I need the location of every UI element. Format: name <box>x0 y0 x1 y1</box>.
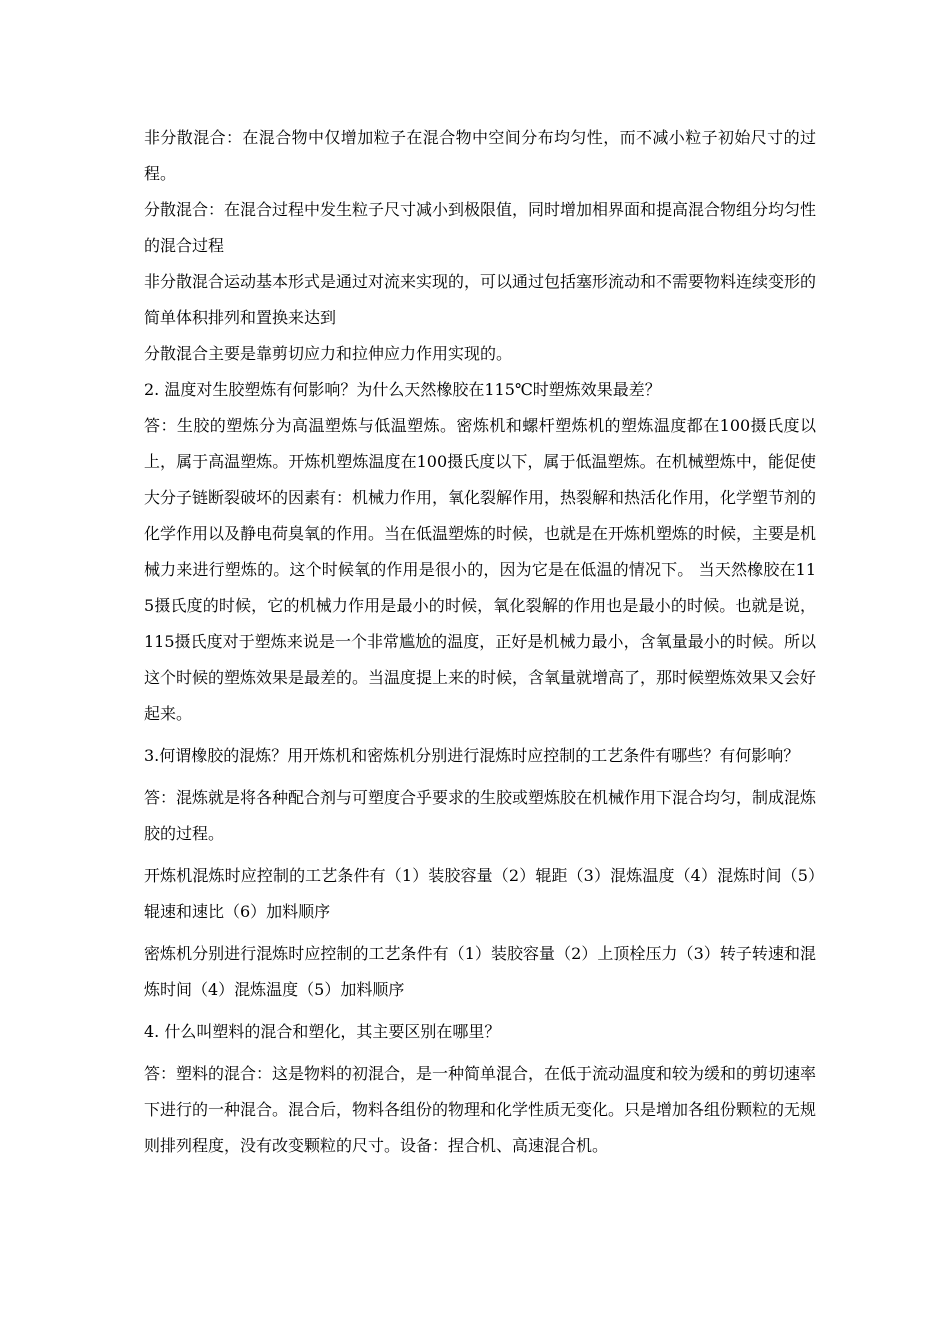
answer-2: 答：生胶的塑炼分为高温塑炼与低温塑炼。密炼机和螺杆塑炼机的塑炼温度都在100摄氏度以上，属于高温塑炼。开炼机塑炼温度在100摄氏度以下，属于低温塑炼。在机械塑炼中，能促使大分子链断裂破坏的因素有：机械力作用，氧化裂解作用，热裂解和热活化作用，化学塑节剂的化学作用以及静电荷臭氧的作用。当在低温塑炼的时候，也就是在开炼机塑炼的时候，主要是机械力来进行塑炼的。这个时候氧的作用是很小的，因为它是在低温的情况下。 当天然橡胶在115摄氏度的时候，它的机械力作用是最小的时候，氧化裂解的作用也是最小的时候。也就是说，115摄氏度对于塑炼来说是一个非常尴尬的温度，正好是机械力最小，含氧量最小的时候。所以这个时候的塑炼效果是最差的。当温度提上来的时候，含氧量就增高了，那时候塑炼效果又会好起来。 <box>144 416 817 723</box>
paragraph-nondispersive-mixing-definition: 非分散混合：在混合物中仅增加粒子在混合物中空间分布均匀性，而不减小粒子初始尺寸的过程。 <box>144 128 816 183</box>
answer-3-open-mill-conditions: 开炼机混炼时应控制的工艺条件有（1）装胶容量（2）辊距（3）混炼温度（4）混炼时间（5）辊速和速比（6）加料顺序 <box>144 866 816 921</box>
answer-3-internal-mixer-conditions: 密炼机分别进行混炼时应控制的工艺条件有（1）装胶容量（2）上顶栓压力（3）转子转速和混炼时间（4）混炼温度（5）加料顺序 <box>144 944 816 999</box>
document-body <box>144 120 816 1164</box>
question-2: 2. 温度对生胶塑炼有何影响？为什么天然橡胶在115℃时塑炼效果最差？ <box>144 380 661 399</box>
paragraph-nondispersive-mixing-mechanism: 非分散混合运动基本形式是通过对流来实现的，可以通过包括塞形流动和不需要物料连续变形的简单体积排列和置换来达到 <box>144 272 817 327</box>
paragraph-dispersive-mixing-mechanism: 分散混合主要是靠剪切应力和拉伸应力作用实现的。 <box>144 344 513 363</box>
question-3: 3.何谓橡胶的混炼？用开炼机和密炼机分别进行混炼时应控制的工艺条件有哪些？有何影响？ <box>144 746 800 765</box>
answer-3: 答：混炼就是将各种配合剂与可塑度合乎要求的生胶或塑炼胶在机械作用下混合均匀，制成混炼胶的过程。 <box>144 788 817 843</box>
question-4: 4. 什么叫塑料的混合和塑化，其主要区别在哪里？ <box>144 1022 501 1041</box>
answer-4: 答：塑料的混合：这是物料的初混合，是一种简单混合，在低于流动温度和较为缓和的剪切速率下进行的一种混合。混合后，物料各组份的物理和化学性质无变化。只是增加各组份颗粒的无规则排列程度，没有改变颗粒的尺寸。设备：捏合机、高速混合机。 <box>144 1064 817 1155</box>
paragraph-dispersive-mixing-definition: 分散混合：在混合过程中发生粒子尺寸减小到极限值，同时增加相界面和提高混合物组分均匀性的混合过程 <box>144 200 817 255</box>
